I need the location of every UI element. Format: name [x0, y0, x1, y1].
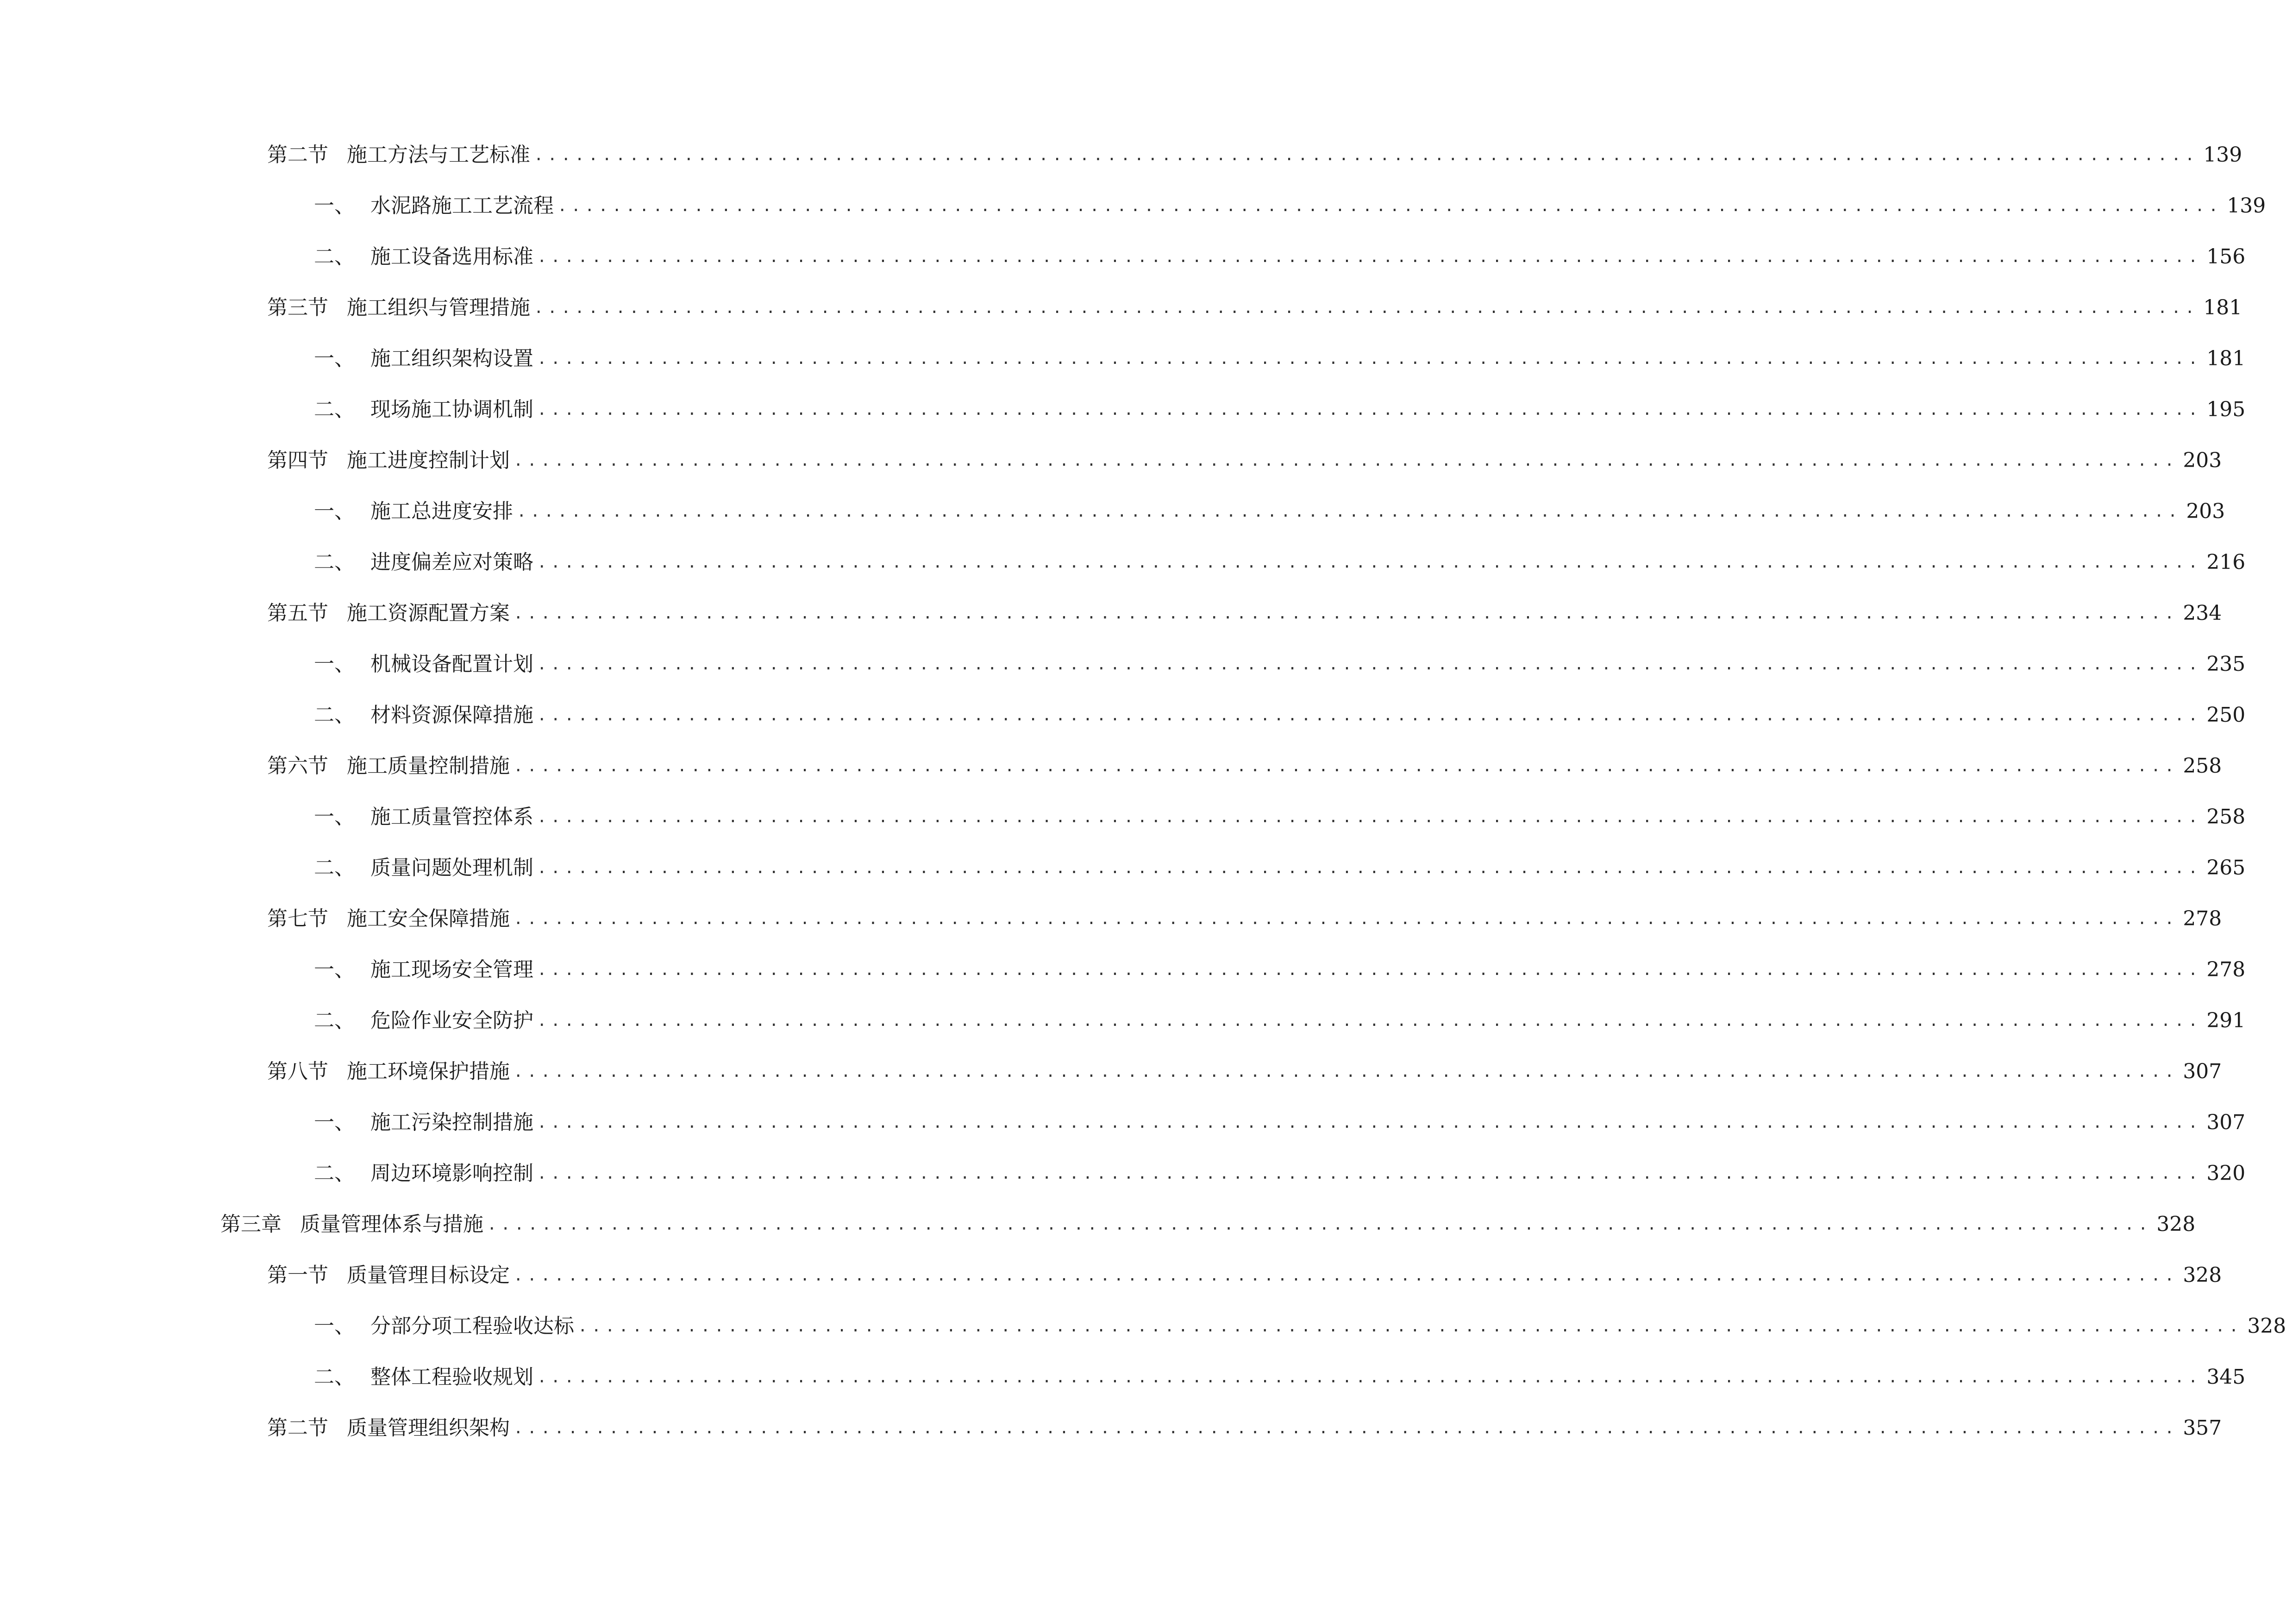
toc-dot-leader: ..........................................................................................................................	[537, 1164, 2202, 1183]
toc-page-number: 203	[2186, 500, 2225, 523]
toc-page-number: 181	[2206, 347, 2246, 370]
toc-dot-leader: ..........................................................................................................................	[487, 1215, 2152, 1234]
toc-entry[interactable]	[314, 1002, 2246, 1039]
toc-entry-number: 一、	[314, 652, 355, 676]
toc-page-number: 278	[2206, 958, 2246, 981]
toc-entry-title: 质量管理目标设定	[347, 1263, 510, 1287]
toc-page-number: 265	[2206, 856, 2246, 880]
toc-entry-number: 一、	[314, 1314, 355, 1338]
toc-page-number: 195	[2206, 398, 2246, 421]
toc-entry[interactable]	[314, 849, 2246, 887]
toc-entry-number: 第三章	[220, 1212, 282, 1236]
toc-dot-leader: ..........................................................................................................................	[517, 502, 2182, 521]
toc-entry-title: 施工质量管控体系	[370, 805, 533, 829]
toc-entry-number: 二、	[314, 703, 355, 727]
toc-entry[interactable]	[314, 1155, 2246, 1192]
toc-entry[interactable]	[314, 646, 2246, 683]
toc-entry[interactable]	[267, 1410, 2222, 1447]
toc-dot-leader: ..........................................................................................................................	[514, 1266, 2179, 1285]
toc-page-number: 181	[2203, 296, 2242, 319]
toc-dot-leader: ..........................................................................................................................	[514, 757, 2179, 775]
toc-page-number: 156	[2206, 245, 2246, 269]
toc-page-number: 216	[2206, 550, 2246, 574]
toc-entry-number: 第三节	[267, 296, 328, 319]
toc-entry-title: 材料资源保障措施	[370, 703, 533, 727]
toc-entry-title: 施工组织与管理措施	[347, 296, 530, 319]
toc-page-number: 139	[2203, 143, 2242, 167]
toc-page-number: 291	[2206, 1009, 2246, 1032]
toc-entry[interactable]	[314, 1359, 2246, 1396]
toc-entry-title: 质量问题处理机制	[370, 856, 533, 880]
toc-page-number: 307	[2206, 1111, 2246, 1134]
toc-entry-number: 二、	[314, 245, 355, 269]
toc-entry-number: 第四节	[267, 449, 328, 472]
toc-entry-number: 一、	[314, 1111, 355, 1134]
toc-dot-leader: ..........................................................................................................................	[514, 910, 2179, 928]
toc-entry-number: 一、	[314, 500, 355, 523]
toc-entry-number: 二、	[314, 1162, 355, 1185]
toc-entry[interactable]	[267, 1257, 2222, 1294]
toc-entry-title: 分部分项工程验收达标	[370, 1314, 574, 1338]
toc-dot-leader: ..........................................................................................................................	[537, 350, 2202, 368]
toc-entry-title: 施工资源配置方案	[347, 601, 510, 625]
toc-entry-title: 整体工程验收规划	[370, 1365, 533, 1389]
toc-entry-title: 施工安全保障措施	[347, 907, 510, 931]
toc-entry-number: 一、	[314, 805, 355, 829]
toc-entry-number: 一、	[314, 194, 355, 218]
toc-page-number: 258	[2206, 805, 2246, 829]
toc-page-number: 307	[2183, 1060, 2222, 1083]
toc-dot-leader: ..........................................................................................................................	[557, 197, 2223, 215]
toc-entry[interactable]	[314, 544, 2246, 581]
toc-entry-title: 施工污染控制措施	[370, 1111, 533, 1134]
toc-entry[interactable]	[220, 1206, 2196, 1243]
toc-page-number: 328	[2156, 1212, 2196, 1236]
toc-entry-number: 第二节	[267, 143, 328, 167]
toc-page-number: 345	[2206, 1365, 2246, 1389]
toc-dot-leader: ..........................................................................................................................	[537, 1368, 2202, 1387]
toc-entry-number: 二、	[314, 550, 355, 574]
toc-entry[interactable]	[314, 391, 2246, 428]
toc-entry-number: 第八节	[267, 1060, 328, 1083]
toc-entry[interactable]	[267, 595, 2222, 632]
toc-entry-number: 第六节	[267, 754, 328, 778]
toc-entry[interactable]	[267, 900, 2222, 937]
toc-entry-title: 施工进度控制计划	[347, 449, 510, 472]
toc-page-number: 278	[2183, 907, 2222, 931]
toc-dot-leader: ..........................................................................................................................	[514, 604, 2179, 623]
toc-entry[interactable]	[314, 187, 2266, 225]
toc-entry-number: 二、	[314, 1365, 355, 1389]
toc-dot-leader: ..........................................................................................................................	[537, 248, 2202, 266]
toc-dot-leader: ..........................................................................................................................	[534, 146, 2199, 164]
toc-entry-title: 施工现场安全管理	[370, 958, 533, 981]
toc-entry-number: 二、	[314, 398, 355, 421]
toc-dot-leader: ..........................................................................................................................	[537, 808, 2202, 826]
toc-entry[interactable]	[314, 238, 2246, 275]
toc-entry-title: 机械设备配置计划	[370, 652, 533, 676]
toc-entry-title: 施工组织架构设置	[370, 347, 533, 370]
toc-page-number: 320	[2206, 1162, 2246, 1185]
toc-entry-title: 施工环境保护措施	[347, 1060, 510, 1083]
toc-entry[interactable]	[314, 493, 2225, 530]
toc-entry-number: 第一节	[267, 1263, 328, 1287]
toc-dot-leader: ..........................................................................................................................	[514, 1419, 2179, 1437]
toc-entry-title: 现场施工协调机制	[370, 398, 533, 421]
toc-page-number: 250	[2206, 703, 2246, 727]
toc-entry-title: 施工方法与工艺标准	[347, 143, 530, 167]
toc-entry-number: 第七节	[267, 907, 328, 931]
toc-entry[interactable]	[267, 442, 2222, 479]
toc-dot-leader: ..........................................................................................................................	[534, 299, 2199, 317]
toc-dot-leader: ..........................................................................................................................	[537, 400, 2202, 419]
toc-entry-title: 进度偏差应对策略	[370, 550, 533, 574]
toc-entry-title: 质量管理组织架构	[347, 1416, 510, 1440]
toc-entry-number: 第二节	[267, 1416, 328, 1440]
toc-dot-leader: ..........................................................................................................................	[537, 655, 2202, 674]
toc-dot-leader: ..........................................................................................................................	[537, 961, 2202, 979]
toc-page-number: 328	[2183, 1263, 2222, 1287]
toc-entry-title: 施工质量控制措施	[347, 754, 510, 778]
toc-dot-leader: ..........................................................................................................................	[537, 553, 2202, 572]
toc-entry-title: 施工设备选用标准	[370, 245, 533, 269]
toc-page-number: 235	[2206, 652, 2246, 676]
toc-entry-number: 第五节	[267, 601, 328, 625]
toc-page-number: 328	[2247, 1314, 2286, 1338]
toc-entry[interactable]	[314, 951, 2246, 988]
toc-entry[interactable]	[314, 1308, 2286, 1345]
toc-page-number: 258	[2183, 754, 2222, 778]
toc-entry[interactable]	[314, 799, 2246, 836]
toc-entry[interactable]	[267, 748, 2222, 785]
toc-dot-leader: ..........................................................................................................................	[514, 451, 2179, 470]
toc-entry-number: 一、	[314, 347, 355, 370]
toc-entry-title: 危险作业安全防护	[370, 1009, 533, 1032]
toc-entry[interactable]	[267, 1053, 2222, 1090]
toc-dot-leader: ..........................................................................................................................	[537, 1012, 2202, 1030]
toc-entry-title: 施工总进度安排	[370, 500, 513, 523]
toc-entry[interactable]	[314, 697, 2246, 734]
toc-entry[interactable]	[267, 289, 2242, 326]
toc-entry[interactable]	[267, 137, 2242, 174]
toc-page-number: 357	[2183, 1416, 2222, 1440]
toc-entry-number: 二、	[314, 856, 355, 880]
toc-dot-leader: ..........................................................................................................................	[514, 1062, 2179, 1081]
toc-dot-leader: ..........................................................................................................................	[537, 859, 2202, 877]
toc-page-number: 234	[2183, 601, 2222, 625]
toc-entry-title: 周边环境影响控制	[370, 1162, 533, 1185]
toc-dot-leader: ..........................................................................................................................	[537, 1113, 2202, 1132]
toc-dot-leader: ..........................................................................................................................	[537, 706, 2202, 725]
toc-entry-title: 水泥路施工工艺流程	[370, 194, 554, 218]
toc-dot-leader: ..........................................................................................................................	[578, 1317, 2243, 1336]
toc-page-number: 203	[2183, 449, 2222, 472]
toc-entry-title: 质量管理体系与措施	[300, 1212, 483, 1236]
toc-entry-number: 一、	[314, 958, 355, 981]
toc-entry-number: 二、	[314, 1009, 355, 1032]
toc-page-number: 139	[2227, 194, 2266, 218]
toc-entry[interactable]	[314, 1104, 2246, 1141]
toc-entry[interactable]	[314, 340, 2246, 377]
